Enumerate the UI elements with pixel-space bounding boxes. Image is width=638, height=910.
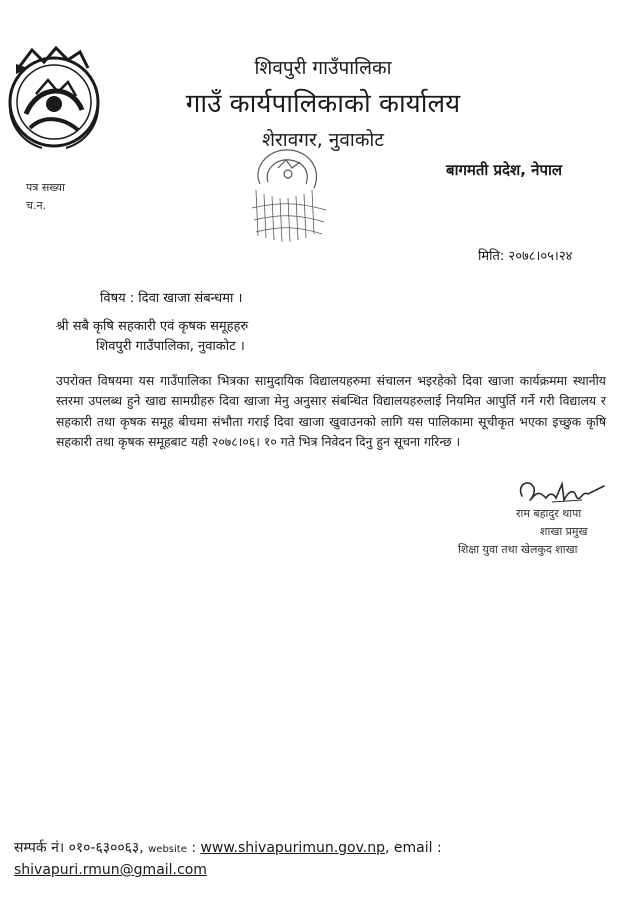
office-stamp xyxy=(238,138,336,246)
email-label: , email : xyxy=(385,840,442,856)
recipient-line-2: शिवपुरी गाउँपालिका, नुवाकोट । xyxy=(96,339,245,354)
recipient-line-1: श्री सबै कृषि सहकारी एवं कृषक समूहहरु xyxy=(56,319,249,334)
letter-body: उपरोक्त विषयमा यस गाउँपालिका भित्रका सामुदायिक विद्यालयहरुमा संचालन भइरहेको दिवा खाजा कार्यक्रममा स्थानीय स्तरमा उपलब्ध हुने खाद्य सामग्रीहरु दिवा खाजा मेनु अनुसार संबन्धित विद्यालयहरुलाई नियमित आपुर्ति गर्ने गरी विद्यालय र सहकारी तथा कृषक समूह बीचमा संभौता गराई दिवा खाजा खुवाउनको लागि यस पालिकामा सूचीकृत भएका इच्छुक कृषि सहकारी तथा कृषक समूहबाट यही २०७८।०६। १० गते भित्र निवेदन दिनु हुन सूचना गरिन्छ । xyxy=(56,373,606,450)
contact-label: सम्पर्क नं। xyxy=(14,840,65,856)
dispatch-number-label: च.न. xyxy=(26,199,47,212)
letter-subject: विषय : दिवा खाजा संबन्धमा । xyxy=(100,291,243,306)
signatory-department: शिक्षा युवा तथा खेलकुद शाखा xyxy=(458,543,578,556)
letter-date: मिति: २०७८।०५।२४ xyxy=(478,249,573,264)
office-name: गाउँ कार्यपालिकाको कार्यालय xyxy=(185,89,461,119)
office-address: शेरावगर, नुवाकोट xyxy=(262,129,384,151)
email-link[interactable]: shivapuri.rmun@gmail.com xyxy=(14,862,207,878)
website-label: website xyxy=(148,844,187,855)
handwritten-signature xyxy=(512,474,612,508)
signatory-title: शाखा प्रमुख xyxy=(540,525,588,538)
municipality-name: शिवपुरी गाउँपालिका xyxy=(254,57,392,79)
website-link[interactable]: www.shivapurimun.gov.np xyxy=(200,840,386,856)
website-separator: : xyxy=(191,840,197,856)
footer-contact-line xyxy=(14,838,442,857)
contact-phone: ०१०-६३००६३, xyxy=(68,840,144,856)
letter-number-label: पत्र सख्या xyxy=(26,181,65,194)
province-line: बागमती प्रदेश, नेपाल xyxy=(446,161,563,179)
footer-email-line xyxy=(14,862,207,878)
signatory-name: राम बहादुर थापा xyxy=(516,507,582,520)
